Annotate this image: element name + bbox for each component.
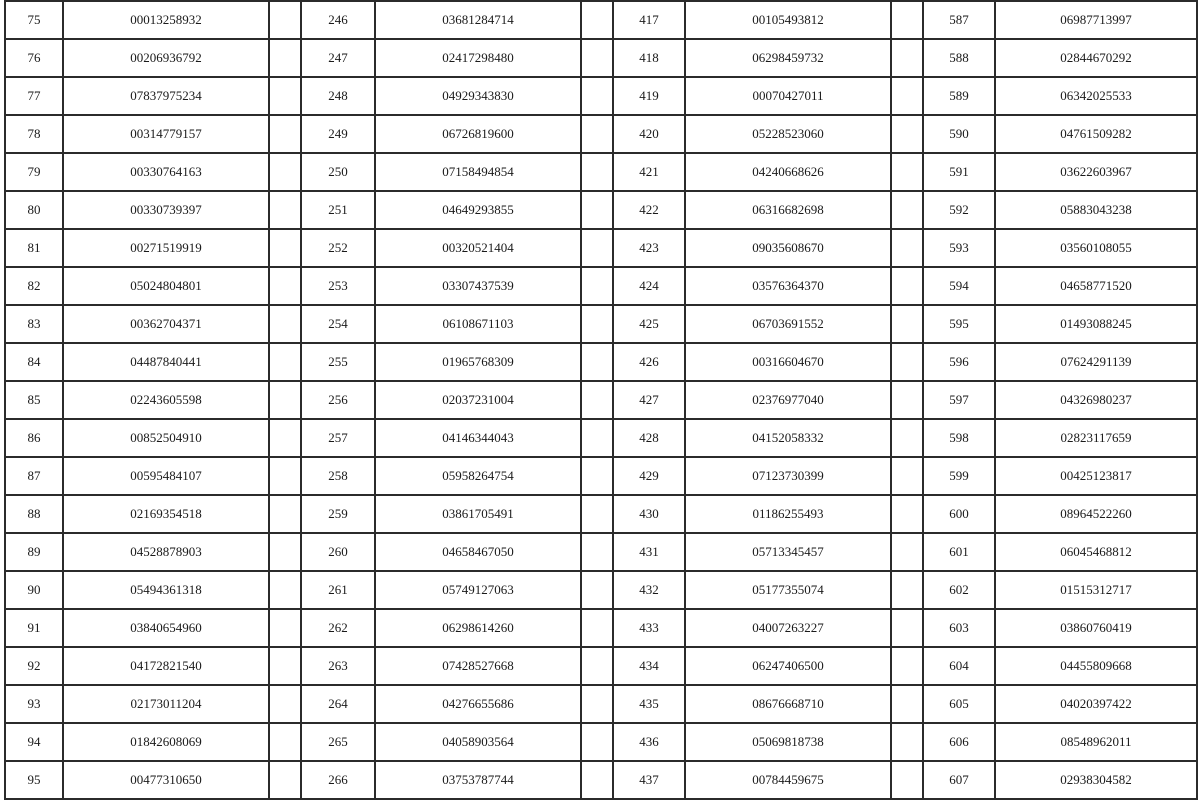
code-cell: 08676668710 — [685, 685, 891, 723]
code-cell: 02037231004 — [375, 381, 581, 419]
code-cell: 02938304582 — [995, 761, 1197, 799]
spacer-cell — [269, 723, 301, 761]
code-cell: 04929343830 — [375, 77, 581, 115]
code-cell: 04658771520 — [995, 267, 1197, 305]
row-number-cell: 427 — [613, 381, 685, 419]
code-cell: 03860760419 — [995, 609, 1197, 647]
row-number-cell: 252 — [301, 229, 375, 267]
spacer-cell — [269, 267, 301, 305]
spacer-cell — [269, 115, 301, 153]
spacer-cell — [269, 305, 301, 343]
spacer-cell — [581, 153, 613, 191]
spacer-cell — [581, 685, 613, 723]
table-body — [5, 1, 1197, 799]
code-cell: 09035608670 — [685, 229, 891, 267]
spacer-cell — [269, 609, 301, 647]
spacer-cell — [581, 533, 613, 571]
row-number-cell: 250 — [301, 153, 375, 191]
spacer-cell — [891, 419, 923, 457]
code-cell: 08964522260 — [995, 495, 1197, 533]
row-number-cell: 420 — [613, 115, 685, 153]
spacer-cell — [269, 457, 301, 495]
row-number-cell: 85 — [5, 381, 63, 419]
row-number-cell: 421 — [613, 153, 685, 191]
code-cell: 03840654960 — [63, 609, 269, 647]
row-number-cell: 247 — [301, 39, 375, 77]
row-number-cell: 590 — [923, 115, 995, 153]
row-number-cell: 75 — [5, 1, 63, 39]
row-number-cell: 257 — [301, 419, 375, 457]
code-cell: 02243605598 — [63, 381, 269, 419]
table-row — [5, 419, 1197, 457]
row-number-cell: 76 — [5, 39, 63, 77]
code-cell: 03622603967 — [995, 153, 1197, 191]
spacer-cell — [891, 267, 923, 305]
spacer-cell — [581, 343, 613, 381]
row-number-cell: 78 — [5, 115, 63, 153]
row-number-cell: 601 — [923, 533, 995, 571]
row-number-cell: 597 — [923, 381, 995, 419]
code-cell: 05494361318 — [63, 571, 269, 609]
code-cell: 00314779157 — [63, 115, 269, 153]
spacer-cell — [581, 609, 613, 647]
spacer-cell — [581, 115, 613, 153]
code-cell: 05024804801 — [63, 267, 269, 305]
row-number-cell: 88 — [5, 495, 63, 533]
code-cell: 08548962011 — [995, 723, 1197, 761]
table-row — [5, 191, 1197, 229]
number-table — [4, 0, 1198, 800]
spacer-cell — [581, 39, 613, 77]
row-number-cell: 430 — [613, 495, 685, 533]
code-cell: 05228523060 — [685, 115, 891, 153]
code-cell: 05713345457 — [685, 533, 891, 571]
spacer-cell — [581, 723, 613, 761]
code-cell: 00595484107 — [63, 457, 269, 495]
spacer-cell — [581, 647, 613, 685]
spacer-cell — [581, 305, 613, 343]
code-cell: 06316682698 — [685, 191, 891, 229]
code-cell: 06703691552 — [685, 305, 891, 343]
code-cell: 00425123817 — [995, 457, 1197, 495]
spacer-cell — [891, 723, 923, 761]
spacer-cell — [581, 419, 613, 457]
spacer-cell — [891, 77, 923, 115]
spacer-cell — [891, 647, 923, 685]
code-cell: 04658467050 — [375, 533, 581, 571]
code-cell: 02376977040 — [685, 381, 891, 419]
code-cell: 05958264754 — [375, 457, 581, 495]
row-number-cell: 602 — [923, 571, 995, 609]
code-cell: 05883043238 — [995, 191, 1197, 229]
code-cell: 06298459732 — [685, 39, 891, 77]
code-cell: 07837975234 — [63, 77, 269, 115]
code-cell: 06726819600 — [375, 115, 581, 153]
row-number-cell: 431 — [613, 533, 685, 571]
spacer-cell — [269, 77, 301, 115]
row-number-cell: 591 — [923, 153, 995, 191]
row-number-cell: 258 — [301, 457, 375, 495]
row-number-cell: 587 — [923, 1, 995, 39]
code-cell: 04455809668 — [995, 647, 1197, 685]
row-number-cell: 589 — [923, 77, 995, 115]
table-row — [5, 153, 1197, 191]
code-cell: 06045468812 — [995, 533, 1197, 571]
row-number-cell: 425 — [613, 305, 685, 343]
table-row — [5, 305, 1197, 343]
spacer-cell — [269, 39, 301, 77]
table-row — [5, 1, 1197, 39]
row-number-cell: 600 — [923, 495, 995, 533]
code-cell: 00852504910 — [63, 419, 269, 457]
code-cell: 06987713997 — [995, 1, 1197, 39]
code-cell: 04146344043 — [375, 419, 581, 457]
row-number-cell: 256 — [301, 381, 375, 419]
row-number-cell: 82 — [5, 267, 63, 305]
code-cell: 00316604670 — [685, 343, 891, 381]
code-cell: 07624291139 — [995, 343, 1197, 381]
spacer-cell — [891, 153, 923, 191]
spacer-cell — [581, 571, 613, 609]
row-number-cell: 264 — [301, 685, 375, 723]
code-cell: 05749127063 — [375, 571, 581, 609]
row-number-cell: 265 — [301, 723, 375, 761]
row-number-cell: 598 — [923, 419, 995, 457]
row-number-cell: 593 — [923, 229, 995, 267]
row-number-cell: 77 — [5, 77, 63, 115]
code-cell: 07428527668 — [375, 647, 581, 685]
code-cell: 00477310650 — [63, 761, 269, 799]
code-cell: 07158494854 — [375, 153, 581, 191]
row-number-cell: 607 — [923, 761, 995, 799]
code-cell: 02844670292 — [995, 39, 1197, 77]
spacer-cell — [269, 229, 301, 267]
spacer-cell — [891, 609, 923, 647]
row-number-cell: 89 — [5, 533, 63, 571]
code-cell: 01965768309 — [375, 343, 581, 381]
code-cell: 00105493812 — [685, 1, 891, 39]
row-number-cell: 594 — [923, 267, 995, 305]
spacer-cell — [891, 343, 923, 381]
code-cell: 02169354518 — [63, 495, 269, 533]
row-number-cell: 253 — [301, 267, 375, 305]
code-cell: 01842608069 — [63, 723, 269, 761]
spacer-cell — [581, 495, 613, 533]
row-number-cell: 595 — [923, 305, 995, 343]
spacer-cell — [581, 1, 613, 39]
row-number-cell: 604 — [923, 647, 995, 685]
row-number-cell: 433 — [613, 609, 685, 647]
spacer-cell — [581, 381, 613, 419]
row-number-cell: 596 — [923, 343, 995, 381]
table-row — [5, 115, 1197, 153]
row-number-cell: 246 — [301, 1, 375, 39]
code-cell: 05177355074 — [685, 571, 891, 609]
spacer-cell — [581, 229, 613, 267]
row-number-cell: 255 — [301, 343, 375, 381]
table-row — [5, 229, 1197, 267]
row-number-cell: 248 — [301, 77, 375, 115]
row-number-cell: 254 — [301, 305, 375, 343]
code-cell: 03560108055 — [995, 229, 1197, 267]
code-cell: 07123730399 — [685, 457, 891, 495]
row-number-cell: 249 — [301, 115, 375, 153]
row-number-cell: 606 — [923, 723, 995, 761]
code-cell: 00070427011 — [685, 77, 891, 115]
row-number-cell: 251 — [301, 191, 375, 229]
row-number-cell: 86 — [5, 419, 63, 457]
code-cell: 00784459675 — [685, 761, 891, 799]
row-number-cell: 87 — [5, 457, 63, 495]
row-number-cell: 259 — [301, 495, 375, 533]
spacer-cell — [269, 153, 301, 191]
spacer-cell — [891, 381, 923, 419]
code-cell: 03861705491 — [375, 495, 581, 533]
row-number-cell: 91 — [5, 609, 63, 647]
code-cell: 06108671103 — [375, 305, 581, 343]
code-cell: 01186255493 — [685, 495, 891, 533]
row-number-cell: 428 — [613, 419, 685, 457]
spacer-cell — [269, 191, 301, 229]
code-cell: 04020397422 — [995, 685, 1197, 723]
code-cell: 04487840441 — [63, 343, 269, 381]
spacer-cell — [581, 761, 613, 799]
spacer-cell — [269, 343, 301, 381]
code-cell: 03681284714 — [375, 1, 581, 39]
row-number-cell: 423 — [613, 229, 685, 267]
code-cell: 04326980237 — [995, 381, 1197, 419]
spacer-cell — [581, 77, 613, 115]
row-number-cell: 262 — [301, 609, 375, 647]
row-number-cell: 424 — [613, 267, 685, 305]
spacer-cell — [269, 533, 301, 571]
table-row — [5, 609, 1197, 647]
code-cell: 06247406500 — [685, 647, 891, 685]
row-number-cell: 90 — [5, 571, 63, 609]
spacer-cell — [891, 39, 923, 77]
table-row — [5, 723, 1197, 761]
spacer-cell — [269, 1, 301, 39]
code-cell: 00206936792 — [63, 39, 269, 77]
row-number-cell: 417 — [613, 1, 685, 39]
code-cell: 00330739397 — [63, 191, 269, 229]
code-cell: 00013258932 — [63, 1, 269, 39]
code-cell: 04152058332 — [685, 419, 891, 457]
row-number-cell: 80 — [5, 191, 63, 229]
row-number-cell: 432 — [613, 571, 685, 609]
spacer-cell — [891, 1, 923, 39]
code-cell: 02823117659 — [995, 419, 1197, 457]
row-number-cell: 263 — [301, 647, 375, 685]
code-cell: 06342025533 — [995, 77, 1197, 115]
row-number-cell: 422 — [613, 191, 685, 229]
code-cell: 04007263227 — [685, 609, 891, 647]
row-number-cell: 94 — [5, 723, 63, 761]
table-row — [5, 381, 1197, 419]
row-number-cell: 418 — [613, 39, 685, 77]
table-row — [5, 39, 1197, 77]
code-cell: 01493088245 — [995, 305, 1197, 343]
row-number-cell: 592 — [923, 191, 995, 229]
code-cell: 02417298480 — [375, 39, 581, 77]
spacer-cell — [581, 457, 613, 495]
table-row — [5, 457, 1197, 495]
code-cell: 04058903564 — [375, 723, 581, 761]
code-cell: 00362704371 — [63, 305, 269, 343]
table-row — [5, 267, 1197, 305]
table-row — [5, 77, 1197, 115]
spacer-cell — [891, 305, 923, 343]
spacer-cell — [269, 495, 301, 533]
row-number-cell: 435 — [613, 685, 685, 723]
spacer-cell — [269, 571, 301, 609]
code-cell: 04276655686 — [375, 685, 581, 723]
code-cell: 03753787744 — [375, 761, 581, 799]
row-number-cell: 426 — [613, 343, 685, 381]
table-row — [5, 343, 1197, 381]
row-number-cell: 266 — [301, 761, 375, 799]
spacer-cell — [891, 685, 923, 723]
row-number-cell: 95 — [5, 761, 63, 799]
table-row — [5, 495, 1197, 533]
row-number-cell: 429 — [613, 457, 685, 495]
row-number-cell: 434 — [613, 647, 685, 685]
row-number-cell: 419 — [613, 77, 685, 115]
row-number-cell: 260 — [301, 533, 375, 571]
table-row — [5, 571, 1197, 609]
code-cell: 03307437539 — [375, 267, 581, 305]
row-number-cell: 603 — [923, 609, 995, 647]
table-row — [5, 761, 1197, 799]
spacer-cell — [891, 191, 923, 229]
code-cell: 06298614260 — [375, 609, 581, 647]
spacer-cell — [269, 761, 301, 799]
spacer-cell — [891, 571, 923, 609]
table-row — [5, 647, 1197, 685]
code-cell: 04649293855 — [375, 191, 581, 229]
code-cell: 00271519919 — [63, 229, 269, 267]
spacer-cell — [269, 381, 301, 419]
spacer-cell — [581, 191, 613, 229]
code-cell: 04172821540 — [63, 647, 269, 685]
row-number-cell: 79 — [5, 153, 63, 191]
table-row — [5, 685, 1197, 723]
code-cell: 02173011204 — [63, 685, 269, 723]
row-number-cell: 92 — [5, 647, 63, 685]
row-number-cell: 83 — [5, 305, 63, 343]
row-number-cell: 261 — [301, 571, 375, 609]
spacer-cell — [891, 229, 923, 267]
code-cell: 00330764163 — [63, 153, 269, 191]
row-number-cell: 588 — [923, 39, 995, 77]
row-number-cell: 81 — [5, 229, 63, 267]
code-cell: 03576364370 — [685, 267, 891, 305]
spacer-cell — [891, 457, 923, 495]
spacer-cell — [269, 685, 301, 723]
row-number-cell: 84 — [5, 343, 63, 381]
code-cell: 04240668626 — [685, 153, 891, 191]
table-row — [5, 533, 1197, 571]
spacer-cell — [581, 267, 613, 305]
spacer-cell — [269, 419, 301, 457]
spacer-cell — [269, 647, 301, 685]
spacer-cell — [891, 495, 923, 533]
row-number-cell: 436 — [613, 723, 685, 761]
code-cell: 01515312717 — [995, 571, 1197, 609]
spacer-cell — [891, 533, 923, 571]
spacer-cell — [891, 761, 923, 799]
spacer-cell — [891, 115, 923, 153]
code-cell: 00320521404 — [375, 229, 581, 267]
code-cell: 04528878903 — [63, 533, 269, 571]
code-cell: 05069818738 — [685, 723, 891, 761]
row-number-cell: 437 — [613, 761, 685, 799]
row-number-cell: 605 — [923, 685, 995, 723]
row-number-cell: 599 — [923, 457, 995, 495]
code-cell: 04761509282 — [995, 115, 1197, 153]
row-number-cell: 93 — [5, 685, 63, 723]
